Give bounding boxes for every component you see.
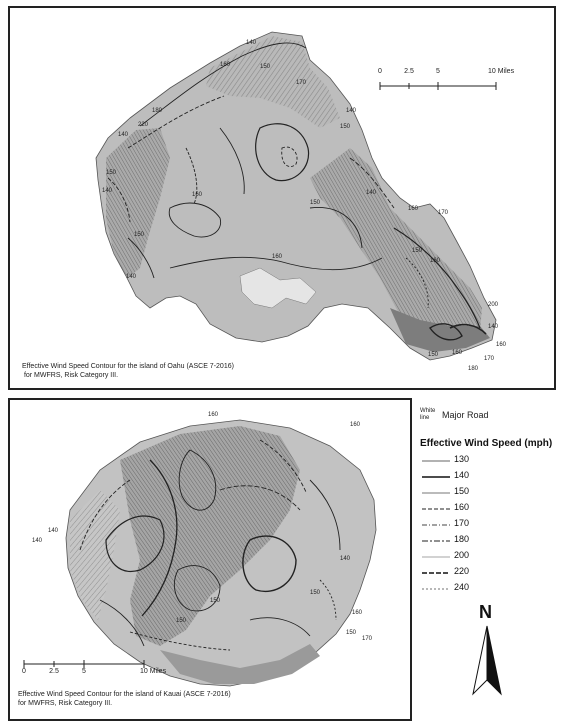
oahu-caption: [22, 362, 234, 380]
kauai-contour-label: 160: [352, 610, 363, 616]
kauai-contour-label: 170: [362, 636, 373, 642]
kauai-scale-tick-1: 2.5: [49, 668, 59, 675]
oahu-scale-tick-2: 5: [436, 68, 440, 75]
legend-line-240: [422, 585, 452, 593]
oahu-contour-label: 160: [430, 258, 441, 264]
oahu-contour-label: 160: [220, 62, 231, 68]
legend-line-170: [422, 521, 452, 529]
kauai-contour-label: 140: [48, 528, 59, 534]
oahu-contour-label: 180: [468, 366, 479, 372]
oahu-contour-label: 150: [428, 352, 439, 358]
oahu-contour-label: 140: [102, 188, 113, 194]
oahu-contour-label: 180: [152, 108, 163, 114]
kauai-scale-tick-2: 5: [82, 668, 86, 675]
wind-speed-legend: [420, 408, 560, 608]
oahu-contour-label: 160: [192, 192, 203, 198]
oahu-scale-tick-0: 0: [378, 68, 382, 75]
oahu-contour-label: 170: [296, 80, 307, 86]
kauai-scale-tick-3: 10 Miles: [140, 668, 167, 675]
kauai-caption: [18, 690, 231, 708]
oahu-scale-tick-1: 2.5: [404, 68, 414, 75]
legend-value-140: 140: [454, 470, 470, 480]
oahu-contour-label: 160: [452, 350, 463, 356]
oahu-scale-tick-3: 10 Miles: [488, 68, 515, 75]
legend-value-150: 150: [454, 486, 470, 496]
north-arrow: [463, 602, 523, 702]
north-arrow-icon: [463, 624, 523, 704]
legend-value-240: 240: [454, 582, 470, 592]
legend-item-240: [420, 582, 560, 596]
legend-title: Effective Wind Speed (mph): [420, 438, 553, 449]
legend-item-140: [420, 470, 560, 484]
kauai-contour-label: 150: [310, 590, 321, 596]
kauai-map-panel: [8, 398, 412, 721]
legend-item-200: [420, 550, 560, 564]
legend-line-220: [422, 569, 452, 577]
oahu-contour-label: 150: [134, 232, 145, 238]
legend-value-220: 220: [454, 566, 470, 576]
oahu-contour-label: 200: [488, 302, 499, 308]
legend-item-150: [420, 486, 560, 500]
oahu-contour-label: 220: [138, 122, 149, 128]
oahu-contour-label: 140: [246, 40, 257, 46]
legend-line-180: [422, 537, 452, 545]
oahu-contour-label: 150: [412, 248, 423, 254]
kauai-contour-label: 150: [210, 598, 221, 604]
legend-road-swatch-label: White line: [420, 408, 436, 421]
legend-value-160: 160: [454, 502, 470, 512]
legend-item-160: [420, 502, 560, 516]
oahu-caption-line2: for MWFRS, Risk Category III.: [22, 372, 119, 379]
oahu-contour-label: 140: [118, 132, 129, 138]
legend-item-180: [420, 534, 560, 548]
legend-road-label: Major Road: [442, 410, 489, 420]
oahu-contour-label: 140: [366, 190, 377, 196]
kauai-contour-label: 140: [340, 556, 351, 562]
legend-line-200: [422, 553, 452, 561]
kauai-contour-label: 150: [346, 630, 357, 636]
kauai-contour-label: 160: [208, 412, 219, 418]
legend-value-200: 200: [454, 550, 470, 560]
kauai-caption-line1: Effective Wind Speed Contour for the island of Kauai (ASCE 7-2016): [18, 691, 231, 698]
kauai-contour-label: 140: [32, 538, 43, 544]
oahu-contour-label: 150: [310, 200, 321, 206]
oahu-contour-label: 140: [126, 274, 137, 280]
oahu-caption-line1: Effective Wind Speed Contour for the island of Oahu (ASCE 7-2016): [22, 363, 234, 370]
legend-line-140: [422, 473, 452, 481]
oahu-map-panel: [8, 6, 556, 390]
legend-line-160: [422, 505, 452, 513]
oahu-contour-label: 160: [496, 342, 507, 348]
legend-item-130: [420, 454, 560, 468]
oahu-scale-bar: [376, 66, 526, 96]
oahu-contour-label: 150: [260, 64, 271, 70]
oahu-contour-label: 150: [340, 124, 351, 130]
legend-value-130: 130: [454, 454, 470, 464]
oahu-contour-label: 160: [408, 206, 419, 212]
kauai-caption-line2: for MWFRS, Risk Category III.: [18, 700, 113, 707]
oahu-contour-label: 140: [488, 324, 499, 330]
oahu-contour-label: 170: [438, 210, 449, 216]
kauai-scale-bar: [20, 654, 180, 684]
legend-line-150: [422, 489, 452, 497]
oahu-contour-label: 150: [106, 170, 117, 176]
legend-item-220: [420, 566, 560, 580]
kauai-contour-label: 150: [176, 618, 187, 624]
legend-major-road: [420, 408, 560, 430]
oahu-contour-label: 160: [272, 254, 283, 260]
legend-line-130: [422, 457, 452, 465]
legend-value-180: 180: [454, 534, 470, 544]
oahu-contour-label: 170: [484, 356, 495, 362]
north-letter: N: [479, 602, 492, 622]
legend-item-170: [420, 518, 560, 532]
oahu-contour-label: 140: [346, 108, 357, 114]
kauai-contour-label: 160: [350, 422, 361, 428]
kauai-scale-tick-0: 0: [22, 668, 26, 675]
legend-value-170: 170: [454, 518, 470, 528]
